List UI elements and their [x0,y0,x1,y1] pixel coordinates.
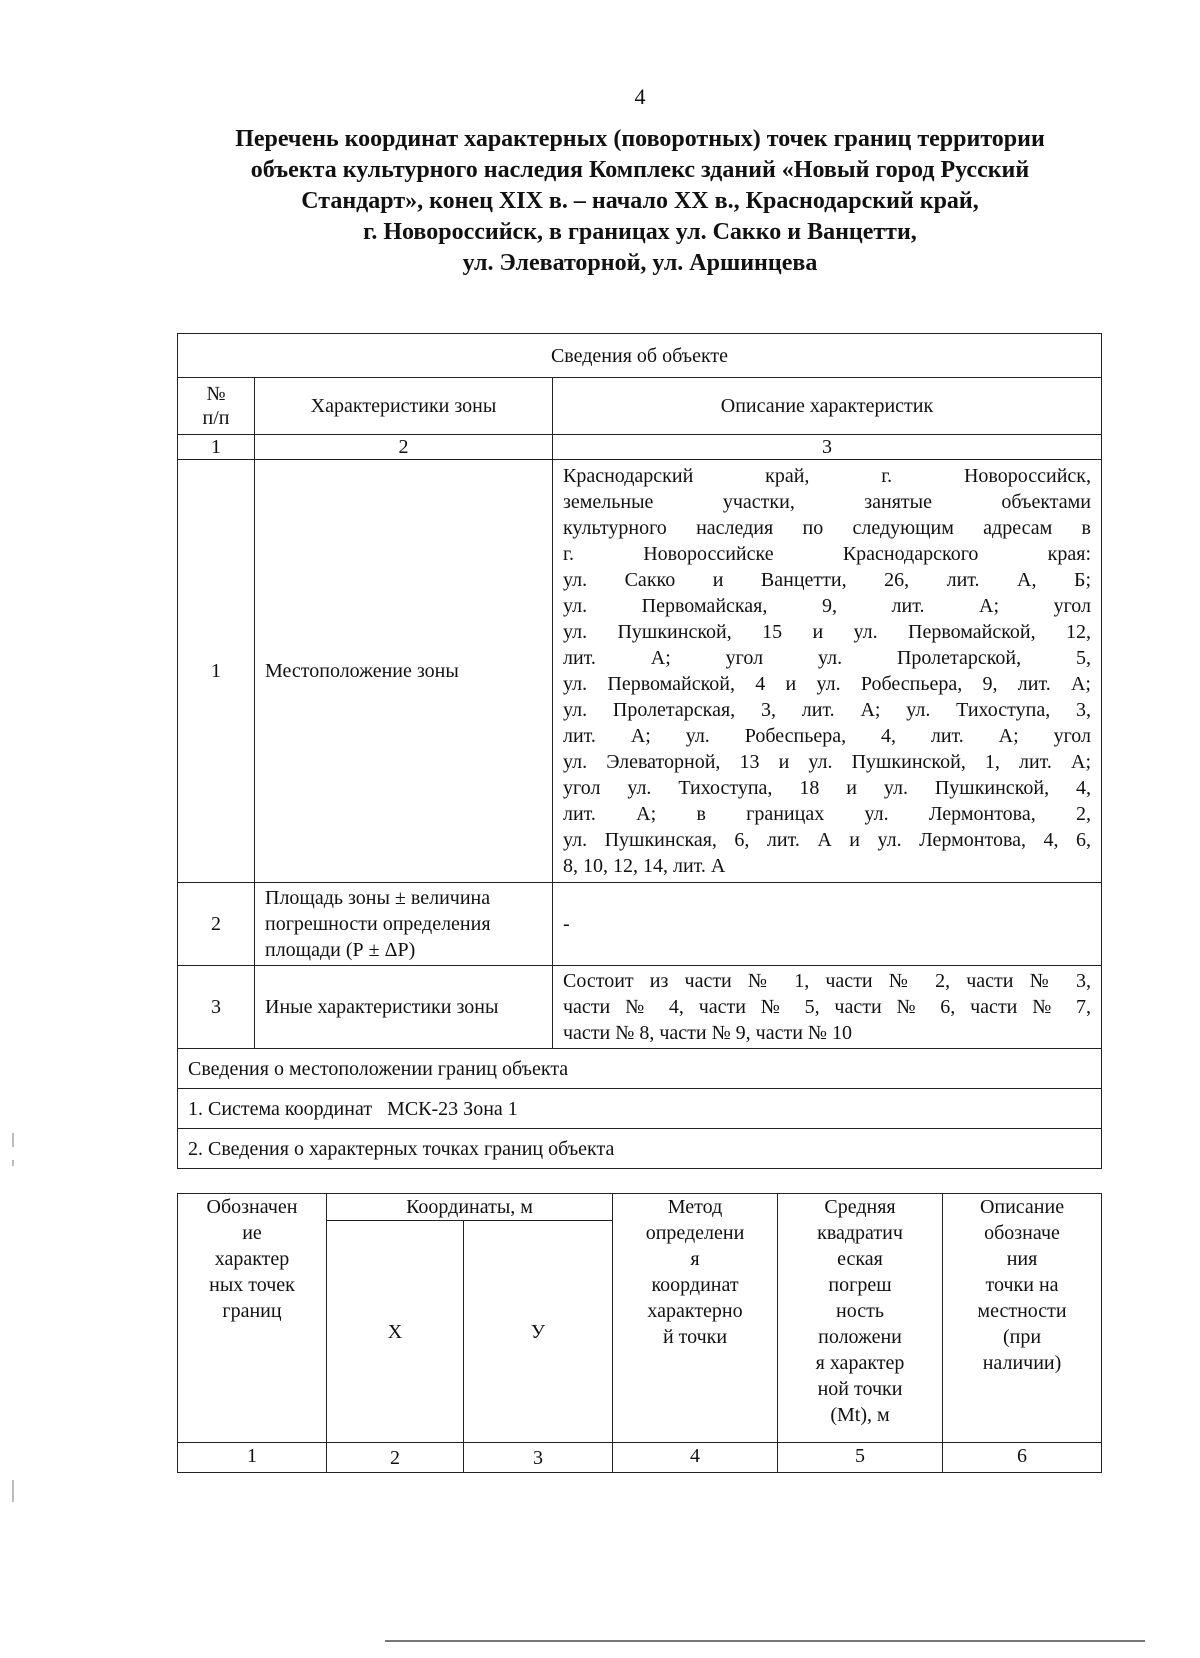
col-number: 6 [943,1443,1102,1473]
description-line: Краснодарский край, г. Новороссийск, [563,465,1091,487]
col-number: 2 [255,435,553,460]
col-number: 4 [613,1443,778,1473]
description-line: Состоит из части № 1, части № 2, части № 3, [563,970,1091,992]
header-characteristic: Характеристики зоны [255,378,553,435]
description-line: угол ул. Тихоступа, 18 и ул. Пушкинской, 4, [563,777,1091,799]
header-line: квадратич [817,1222,903,1244]
col-number: 1 [178,435,255,460]
table-row [178,883,1102,966]
header-line: Обозначен [206,1196,298,1218]
description-line: ул. Пушкинская, 6, лит. А и ул. Лермонтова, 4, 6, [563,829,1091,851]
header-line: Описание [979,1196,1065,1218]
header-line: Метод [667,1196,723,1218]
description-line: лит. А; в границах ул. Лермонтова, 2, [563,803,1091,825]
description-line: ул. Сакко и Ванцетти, 26, лит. А, Б; [563,569,1091,591]
header-line: (при [1002,1326,1042,1348]
header-num [178,378,255,435]
header-y: У [464,1221,613,1443]
description-line: лит. А; ул. Робеспьера, 4, лит. А; угол [563,725,1091,747]
header-line: границ [222,1300,282,1322]
table-row [178,460,1102,883]
header-line: ие [242,1222,262,1244]
header-num-line: № [206,383,226,405]
header-line: определени [645,1222,745,1244]
header-line: характер [214,1248,290,1270]
description-line: ул. Первомайская, 9, лит. А; угол [563,595,1091,617]
header-line: ность [836,1300,884,1322]
header-line: ных точек [209,1274,295,1296]
title-line: г. Новороссийск, в границах ул. Сакко и Ванцетти, [363,219,917,245]
row-num: 1 [178,460,255,883]
header-x: Х [327,1221,464,1443]
row-characteristic: Местоположение зоны [255,460,553,883]
points-section-title: 2. Сведения о характерных точках границ объекта [178,1129,1102,1169]
header-line: (Mt), м [830,1404,890,1426]
title-line: Перечень координат характерных (поворотных) точек границ территории [235,126,1045,152]
col-number: 2 [327,1443,464,1473]
header-line: я характер [815,1352,905,1374]
document-title [150,124,1130,279]
description-line: ул. Пролетарская, 3, лит. А; ул. Тихоступа, 3, [563,699,1091,721]
header-line: й точки [662,1326,728,1348]
header-line: еская [837,1248,883,1270]
header-location-description [943,1194,1102,1443]
description-line: г. Новороссийске Краснодарского края: [563,543,1091,565]
header-line: погреш [828,1274,892,1296]
description-line: части № 4, части № 5, части № 6, части № 7, [563,996,1091,1018]
header-line: местности [977,1300,1067,1322]
header-line: обозначе [984,1222,1060,1244]
header-line: положени [818,1326,902,1348]
col-number: 1 [178,1443,327,1473]
characteristic-line: Площадь зоны ± величина [265,887,491,909]
scan-artifact [12,1133,14,1147]
description-line: части № 8, части № 9, части № 10 [563,1022,853,1044]
header-line: Средняя [824,1196,896,1218]
header-line: точки на [985,1274,1059,1296]
title-line: Стандарт», конец XIX в. – начало XX в., Краснодарский край, [301,188,979,214]
row-characteristic: Иные характеристики зоны [255,966,553,1049]
page-number: 4 [634,84,646,109]
description-line: ул. Пушкинской, 15 и ул. Первомайской, 12, [563,621,1091,643]
description-line: 8, 10, 12, 14, лит. А [563,855,726,877]
row-characteristic [255,883,553,966]
header-line: наличии) [982,1352,1062,1374]
description-line: ул. Первомайской, 4 и ул. Робеспьера, 9, лит. А; [563,673,1091,695]
title-line: объекта культурного наследия Комплекс зданий «Новый город Русский [250,157,1030,183]
scan-artifact [12,1480,14,1502]
header-line: ния [1006,1248,1038,1270]
row-num: 3 [178,966,255,1049]
description-line: земельные участки, занятые объектами [563,491,1091,513]
description-line: культурного наследия по следующим адресам в [563,517,1091,539]
header-point-designation [178,1194,327,1443]
row-description [553,460,1102,883]
header-line: я [690,1248,700,1270]
characteristic-line: погрешности определения [265,913,491,935]
title-line: ул. Элеваторной, ул. Аршинцева [462,250,818,276]
header-method [613,1194,778,1443]
col-number: 5 [778,1443,943,1473]
characteristic-line: площади (Р ± ΔР) [265,939,416,961]
row-description [553,966,1102,1049]
header-line: координат [651,1274,739,1296]
boundary-points-table [177,1193,1102,1473]
description-line: ул. Элеваторной, 13 и ул. Пушкинской, 1, лит. А; [563,751,1091,773]
header-coordinates: Координаты, м [327,1194,613,1221]
header-description: Описание характеристик [553,378,1102,435]
row-description: - [553,883,1102,966]
description-line: лит. А; угол ул. Пролетарской, 5, [563,647,1091,669]
coordinate-system: 1. Система координат МСК-23 Зона 1 [178,1089,1102,1129]
col-number: 3 [553,435,1102,460]
col-number: 3 [464,1443,613,1473]
row-num: 2 [178,883,255,966]
header-line: ной точки [817,1378,903,1400]
location-section-title: Сведения о местоположении границ объекта [178,1049,1102,1089]
header-line: характерно [647,1300,743,1322]
table-row [178,966,1102,1049]
section-title: Сведения об объекте [178,334,1102,378]
object-info-table [177,333,1102,1169]
scan-artifact [12,1160,14,1166]
footer-rule [385,1640,1145,1642]
header-num-line: п/п [202,407,230,429]
header-mean-error [778,1194,943,1443]
